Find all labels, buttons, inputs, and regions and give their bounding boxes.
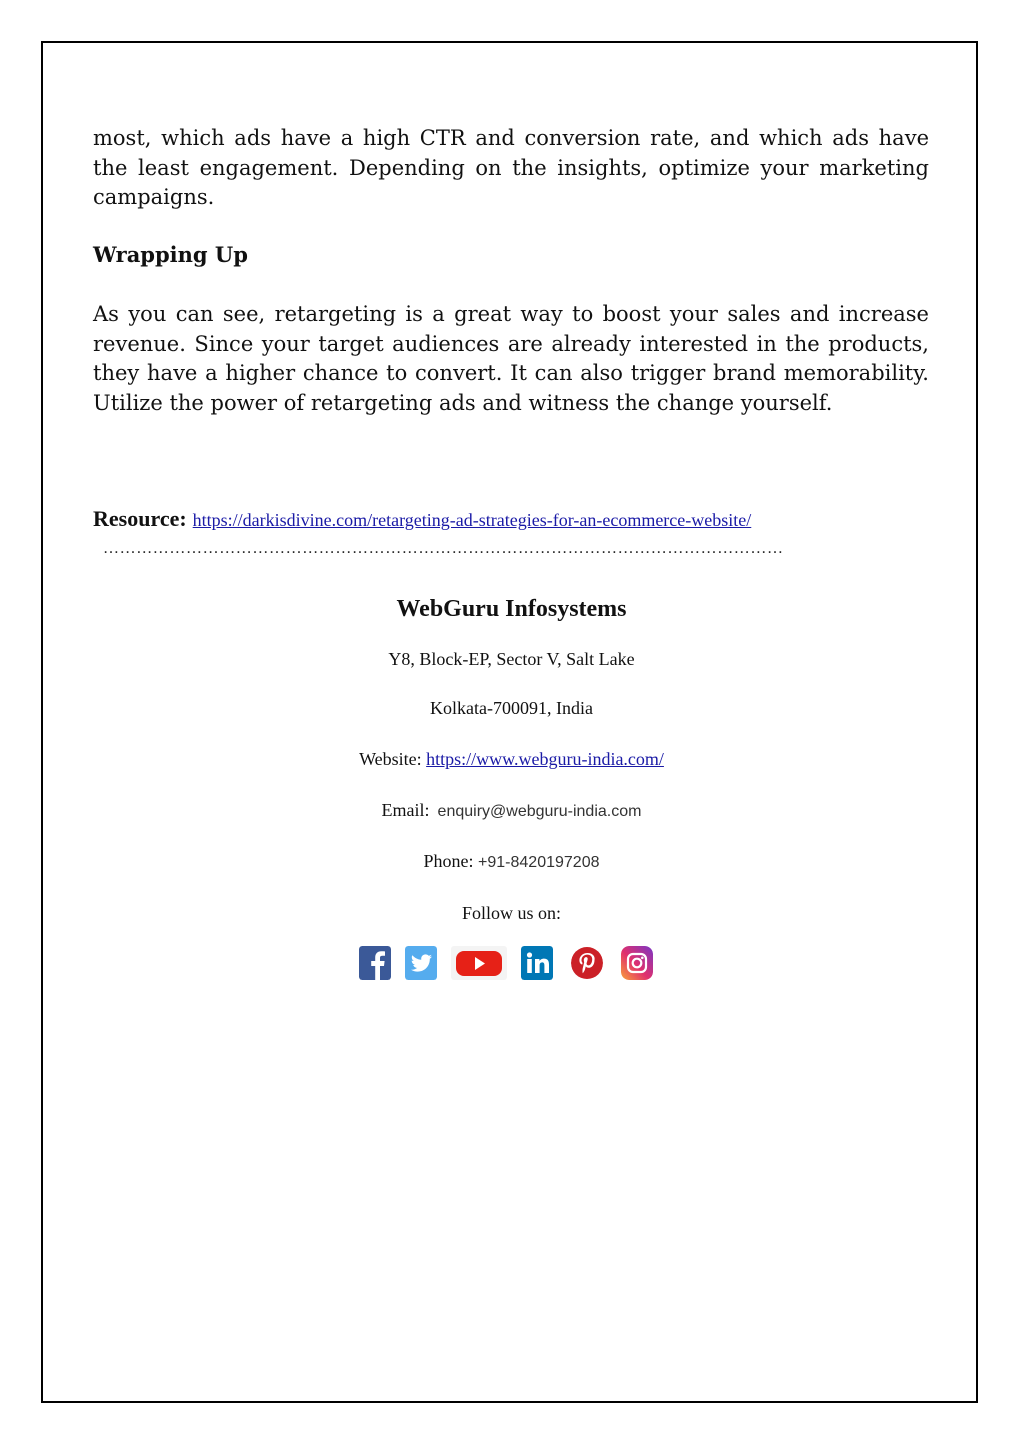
phone-number: +91-8420197208 <box>478 854 600 871</box>
linkedin-icon[interactable] <box>521 946 553 980</box>
phone-line <box>0 851 1023 872</box>
address-line-2: Kolkata-700091, India <box>430 698 593 718</box>
address-line-1: Y8, Block-EP, Sector V, Salt Lake <box>388 649 635 669</box>
dotted-separator: …………………………………………………………………………………………………………… <box>103 540 784 557</box>
resource-link[interactable]: https://darkisdivine.com/retargeting-ad-strategies-for-an-ecommerce-website/ <box>192 510 752 530</box>
youtube-icon[interactable] <box>451 946 507 980</box>
email-address[interactable]: enquiry@webguru-india.com <box>437 803 642 820</box>
website-line <box>0 749 1023 770</box>
social-icons <box>359 946 653 982</box>
facebook-icon[interactable] <box>359 946 391 980</box>
resource-line <box>93 506 751 532</box>
email-line <box>0 800 1023 821</box>
conclusion-paragraph: As you can see, retargeting is a great way to boost your sales and increase revenue. Since your target audiences are already interested in the products, they have a higher chance to convert. It can also trigger brand memorability. Utilize the power of retargeting ads and witness the change yourself. <box>93 302 929 415</box>
resource-label: Resource: <box>93 506 187 531</box>
twitter-icon[interactable] <box>405 946 437 980</box>
pinterest-icon[interactable] <box>571 946 603 980</box>
intro-paragraph: most, which ads have a high CTR and conversion rate, and which ads have the least engagement. Depending on the insights, optimize your marketing campaigns. <box>93 126 929 209</box>
phone-label: Phone: <box>423 851 474 871</box>
website-label: Website: <box>359 749 422 769</box>
instagram-icon[interactable] <box>621 946 653 980</box>
company-name: WebGuru Infosystems <box>396 596 627 622</box>
follow-label: Follow us on: <box>461 903 562 923</box>
website-link[interactable]: https://www.webguru-india.com/ <box>426 749 664 769</box>
email-label: Email: <box>381 800 430 820</box>
section-heading: Wrapping Up <box>93 242 248 267</box>
